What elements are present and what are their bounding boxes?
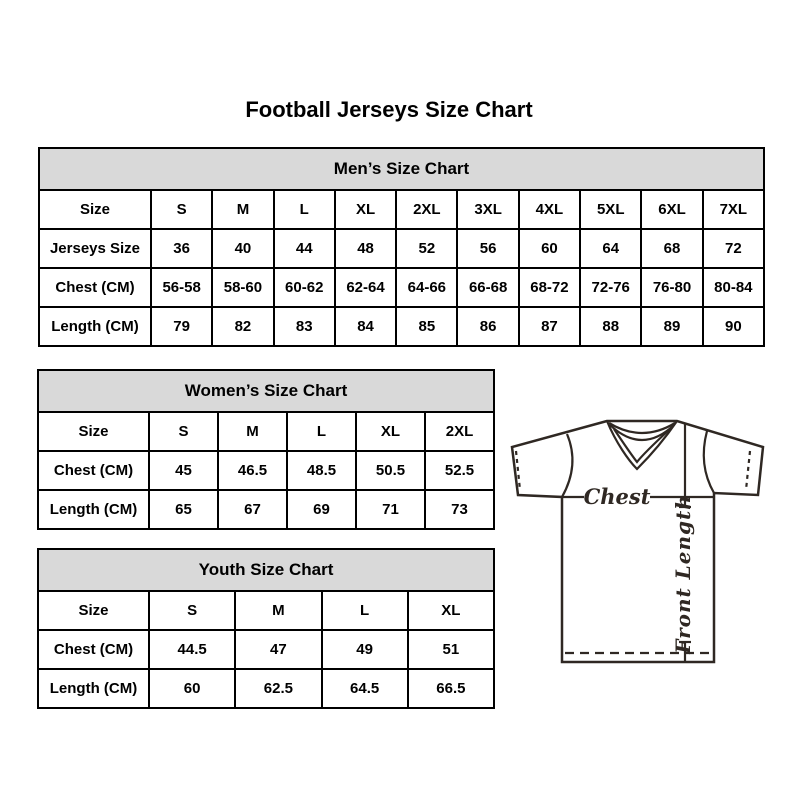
- size-value-cell: 36: [151, 229, 212, 268]
- jersey-outline: [512, 421, 763, 662]
- size-value-cell: 62-64: [335, 268, 396, 307]
- page-title: Football Jerseys Size Chart: [245, 97, 533, 122]
- size-value-cell: 2XL: [396, 190, 457, 229]
- size-value-cell: S: [149, 591, 235, 630]
- size-value-cell: 73: [425, 490, 494, 529]
- size-value-cell: 7XL: [703, 190, 764, 229]
- size-value-cell: 44: [274, 229, 335, 268]
- women-table-row: [38, 490, 494, 529]
- men-table-row: [39, 229, 764, 268]
- mens-size-table-container: [38, 147, 765, 347]
- size-value-cell: 72-76: [580, 268, 641, 307]
- size-value-cell: 62.5: [235, 669, 321, 708]
- row-label: Chest (CM): [38, 451, 149, 490]
- size-value-cell: 88: [580, 307, 641, 346]
- size-value-cell: 64: [580, 229, 641, 268]
- size-value-cell: 64-66: [396, 268, 457, 307]
- youth-table-row: [38, 630, 494, 669]
- size-value-cell: 60-62: [274, 268, 335, 307]
- size-value-cell: 2XL: [425, 412, 494, 451]
- size-value-cell: 68: [641, 229, 702, 268]
- size-value-cell: 46.5: [218, 451, 287, 490]
- front-length-measure-label: Front Length: [671, 494, 695, 654]
- row-label: Length (CM): [38, 669, 149, 708]
- size-value-cell: 56-58: [151, 268, 212, 307]
- size-value-cell: 45: [149, 451, 218, 490]
- size-value-cell: 69: [287, 490, 356, 529]
- size-value-cell: 40: [212, 229, 273, 268]
- men-table-row: [39, 307, 764, 346]
- size-value-cell: 60: [519, 229, 580, 268]
- size-value-cell: 48.5: [287, 451, 356, 490]
- youth-size-table: [37, 548, 495, 709]
- size-value-cell: 52: [396, 229, 457, 268]
- size-value-cell: S: [149, 412, 218, 451]
- size-value-cell: 90: [703, 307, 764, 346]
- women-table-row: [38, 451, 494, 490]
- men-table-row: [39, 190, 764, 229]
- women-table-title: Women’s Size Chart: [38, 370, 494, 412]
- men-table-row: [39, 268, 764, 307]
- size-value-cell: 48: [335, 229, 396, 268]
- size-value-cell: 72: [703, 229, 764, 268]
- size-value-cell: M: [218, 412, 287, 451]
- size-value-cell: 80-84: [703, 268, 764, 307]
- size-value-cell: 6XL: [641, 190, 702, 229]
- row-label: Length (CM): [39, 307, 151, 346]
- chest-measure-label: Chest: [583, 484, 651, 509]
- women-table-row: [38, 412, 494, 451]
- size-value-cell: 60: [149, 669, 235, 708]
- youth-table-row: [38, 669, 494, 708]
- row-label: Length (CM): [38, 490, 149, 529]
- size-value-cell: 66-68: [457, 268, 518, 307]
- size-value-cell: L: [322, 591, 408, 630]
- size-value-cell: 50.5: [356, 451, 425, 490]
- size-value-cell: 79: [151, 307, 212, 346]
- row-label: Chest (CM): [39, 268, 151, 307]
- size-value-cell: 89: [641, 307, 702, 346]
- size-value-cell: 87: [519, 307, 580, 346]
- size-value-cell: 76-80: [641, 268, 702, 307]
- size-value-cell: 65: [149, 490, 218, 529]
- size-value-cell: 56: [457, 229, 518, 268]
- jersey-measurement-diagram: [500, 403, 785, 675]
- size-value-cell: S: [151, 190, 212, 229]
- men-size-table: [38, 147, 765, 347]
- size-value-cell: 67: [218, 490, 287, 529]
- size-value-cell: XL: [356, 412, 425, 451]
- right-cuff-dashed-line: [746, 451, 750, 490]
- size-value-cell: M: [235, 591, 321, 630]
- left-sleeve-seam: [562, 434, 572, 497]
- size-value-cell: 82: [212, 307, 273, 346]
- row-label: Chest (CM): [38, 630, 149, 669]
- size-value-cell: L: [287, 412, 356, 451]
- size-value-cell: XL: [335, 190, 396, 229]
- womens-size-table-container: [37, 369, 495, 530]
- right-sleeve-seam: [704, 431, 714, 493]
- size-value-cell: 51: [408, 630, 494, 669]
- size-value-cell: 5XL: [580, 190, 641, 229]
- size-value-cell: 66.5: [408, 669, 494, 708]
- row-label: Size: [38, 412, 149, 451]
- row-label: Jerseys Size: [39, 229, 151, 268]
- size-value-cell: 3XL: [457, 190, 518, 229]
- youth-size-table-container: [37, 548, 495, 709]
- size-value-cell: 71: [356, 490, 425, 529]
- men-table-title: Men’s Size Chart: [39, 148, 764, 190]
- row-label: Size: [38, 591, 149, 630]
- size-value-cell: M: [212, 190, 273, 229]
- size-value-cell: 58-60: [212, 268, 273, 307]
- youth-table-row: [38, 591, 494, 630]
- size-value-cell: 47: [235, 630, 321, 669]
- size-value-cell: 49: [322, 630, 408, 669]
- size-value-cell: 68-72: [519, 268, 580, 307]
- size-value-cell: 4XL: [519, 190, 580, 229]
- row-label: Size: [39, 190, 151, 229]
- size-value-cell: 52.5: [425, 451, 494, 490]
- women-size-table: [37, 369, 495, 530]
- size-value-cell: 64.5: [322, 669, 408, 708]
- size-value-cell: 44.5: [149, 630, 235, 669]
- youth-table-title: Youth Size Chart: [38, 549, 494, 591]
- size-value-cell: 84: [335, 307, 396, 346]
- size-value-cell: L: [274, 190, 335, 229]
- size-value-cell: XL: [408, 591, 494, 630]
- size-value-cell: 86: [457, 307, 518, 346]
- size-value-cell: 83: [274, 307, 335, 346]
- size-value-cell: 85: [396, 307, 457, 346]
